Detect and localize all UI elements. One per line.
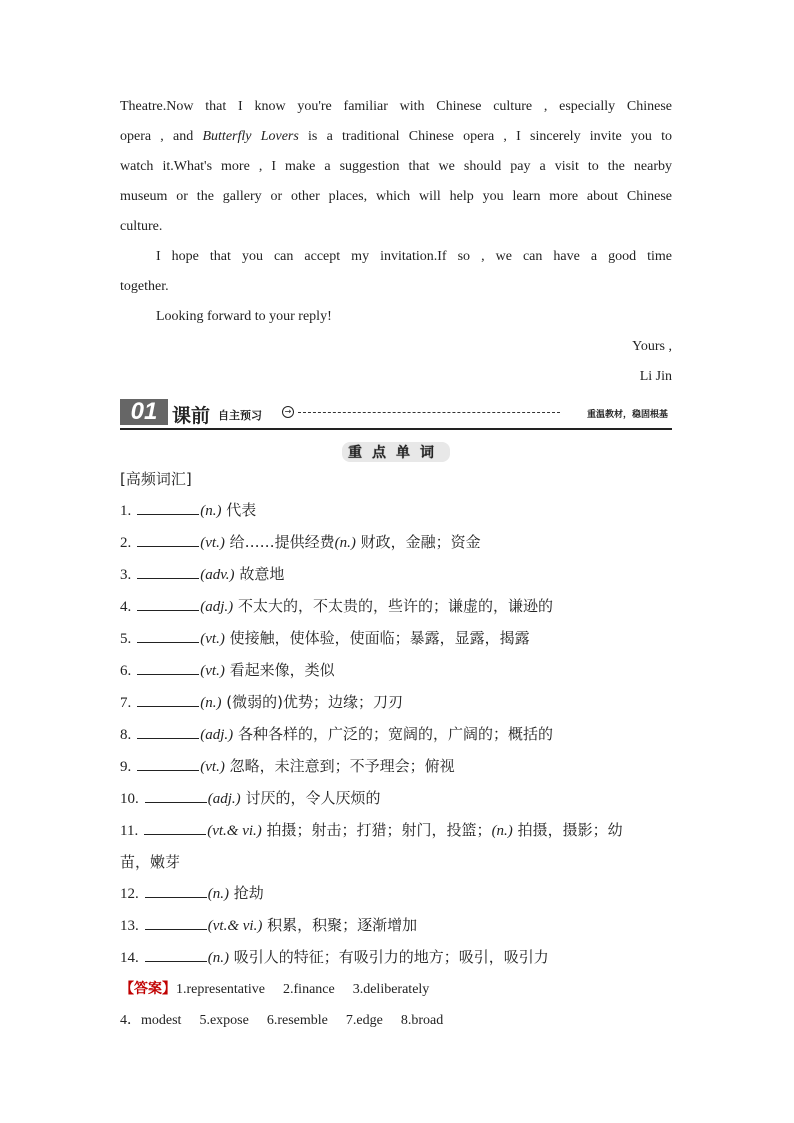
vocab-number: 3. — [120, 567, 132, 583]
vocab-number: 5. — [120, 631, 132, 647]
part-of-speech: (adj.) — [200, 599, 234, 615]
vocab-number: 10. — [120, 791, 139, 807]
vocab-item — [120, 910, 672, 942]
part-of-speech: (n.) — [200, 503, 222, 519]
part-of-speech: (n.) — [207, 950, 229, 966]
answer-item: 2.finance — [283, 982, 335, 997]
banner-title: 课前 — [172, 405, 211, 427]
definition: 忽略，未注意到；不予理会；俯视 — [229, 757, 455, 775]
vocab-number: 14. — [120, 950, 139, 966]
section-title-text: 重点单词 — [342, 442, 450, 462]
answer-blank[interactable] — [145, 947, 207, 962]
definition: 积累，积聚；逐渐增加 — [267, 916, 418, 934]
part-of-speech: (adj.) — [207, 791, 241, 807]
definition: 给……提供经费 — [229, 533, 335, 551]
definition: 不太大的，不太贵的，些许的；谦虚的，谦逊的 — [237, 597, 553, 615]
answer-line-2 — [120, 1005, 672, 1036]
banner-tag: 重温教材，稳固根基 — [586, 410, 668, 420]
vocab-number: 1. — [120, 503, 132, 519]
definition: (微弱的)优势；边缘；刀刃 — [226, 693, 403, 711]
vocab-number: 7. — [120, 695, 132, 711]
vocab-item — [120, 847, 672, 878]
vocab-item — [120, 783, 672, 815]
answer-item: 8.broad — [400, 1013, 444, 1028]
vocab-item — [120, 655, 672, 687]
letter-line-2-end: is a traditional Chinese opera , I sincerely invite you to — [298, 129, 673, 144]
definition: 讨厌的，令人厌烦的 — [245, 789, 381, 807]
letter-closing: Looking forward to your reply! — [156, 309, 332, 324]
definition: 使接触，使体验，使面临；暴露，显露，揭露 — [229, 629, 530, 647]
vocab-item — [120, 527, 672, 559]
page-content — [120, 92, 672, 1036]
definition: 代表 — [226, 501, 257, 519]
letter-line-1: Theatre.Now that I know you're familiar with Chinese culture , especially Chinese — [120, 99, 672, 114]
vocab-item — [120, 815, 672, 847]
answer-line-1 — [120, 974, 672, 1005]
letter-signature: Li Jin — [639, 369, 672, 384]
vocab-item — [120, 495, 672, 527]
part-of-speech: (n.) — [200, 695, 222, 711]
answer-label: 【答案】 — [120, 981, 176, 997]
banner-subtitle: 自主预习 — [218, 409, 262, 422]
letter-line-4: museum or the gallery or other places, which will help you learn more about Chinese — [120, 189, 672, 204]
letter-para2-line-2: together. — [120, 279, 169, 294]
vocab-number: 6. — [120, 663, 132, 679]
part-of-speech: (n.) — [491, 823, 513, 839]
letter-sign-off: Yours , — [632, 339, 672, 354]
part-of-speech: (vt.& vi.) — [207, 918, 263, 934]
vocab-item — [120, 942, 672, 974]
answer-item: 4．modest — [120, 1013, 182, 1028]
vocab-number: 11. — [120, 823, 139, 839]
answer-item: 6.resemble — [266, 1013, 328, 1028]
vocab-number: 12. — [120, 886, 139, 902]
vocab-item — [120, 623, 672, 655]
letter-line-5: culture. — [120, 219, 163, 234]
answer-blank[interactable] — [137, 756, 199, 771]
part-of-speech: (vt.) — [200, 663, 225, 679]
definition: 故意地 — [239, 565, 285, 583]
banner-divider — [298, 412, 560, 413]
vocab-item — [120, 878, 672, 910]
vocab-number: 8. — [120, 727, 132, 743]
vocab-number: 4. — [120, 599, 132, 615]
letter-line-2-start: opera , and — [120, 129, 203, 144]
banner-number: 01 — [120, 399, 168, 425]
opera-title: Butterfly Lovers — [202, 129, 299, 144]
definition: 吸引人的特征；有吸引力的地方；吸引，吸引力 — [233, 948, 549, 966]
part-of-speech: (vt.) — [200, 631, 225, 647]
definition: 看起来像，类似 — [229, 661, 335, 679]
answer-item: 7.edge — [345, 1013, 383, 1028]
section-title — [120, 442, 672, 464]
part-of-speech: (n.) — [334, 535, 356, 551]
definition: 拍摄，摄影；幼 — [517, 821, 623, 839]
part-of-speech: (vt.) — [200, 535, 225, 551]
letter-para2-line-1: I hope that you can accept my invitation.If so , we can have a good time — [156, 249, 672, 264]
letter-line-3: watch it.What's more , I make a suggestion that we should pay a visit to the nearby — [120, 159, 672, 174]
vocab-item — [120, 559, 672, 591]
answer-blank[interactable] — [137, 532, 199, 547]
answer-item: 3.deliberately — [352, 982, 430, 997]
section-banner — [120, 398, 672, 430]
answer-blank[interactable] — [144, 820, 206, 835]
vocab-item — [120, 687, 672, 719]
answer-blank[interactable] — [145, 883, 207, 898]
part-of-speech: (adj.) — [200, 727, 234, 743]
definition: 财政，金融；资金 — [360, 533, 481, 551]
answer-blank[interactable] — [137, 724, 199, 739]
answer-blank[interactable] — [137, 660, 199, 675]
part-of-speech: (n.) — [207, 886, 229, 902]
answer-blank[interactable] — [145, 788, 207, 803]
answer-blank[interactable] — [137, 596, 199, 611]
definition: 抢劫 — [233, 884, 264, 902]
answer-blank[interactable] — [137, 628, 199, 643]
part-of-speech: (adv.) — [200, 567, 235, 583]
vocab-list — [120, 495, 672, 974]
answer-blank[interactable] — [137, 500, 199, 515]
definition: 各种各样的，广泛的；宽阔的，广阔的；概括的 — [237, 725, 553, 743]
answer-item: 1.representative — [176, 982, 266, 997]
vocab-item — [120, 719, 672, 751]
part-of-speech: (vt.) — [200, 759, 225, 775]
answer-item: 5.expose — [199, 1013, 249, 1028]
definition: 苗，嫩芽 — [120, 853, 181, 871]
vocab-number: 9. — [120, 759, 132, 775]
vocab-category: [高频词汇] — [120, 470, 192, 488]
vocab-number: 13. — [120, 918, 139, 934]
definition: 拍摄；射击；打猎；射门，投篮； — [266, 821, 492, 839]
part-of-speech: (vt.& vi.) — [207, 823, 262, 839]
answer-blank[interactable] — [137, 564, 199, 579]
vocab-number: 2. — [120, 535, 132, 551]
vocab-item — [120, 751, 672, 783]
arrow-icon: → — [282, 406, 294, 418]
answer-blank[interactable] — [145, 915, 207, 930]
letter-line-2 — [120, 122, 672, 152]
vocab-item — [120, 591, 672, 623]
answer-blank[interactable] — [137, 692, 199, 707]
